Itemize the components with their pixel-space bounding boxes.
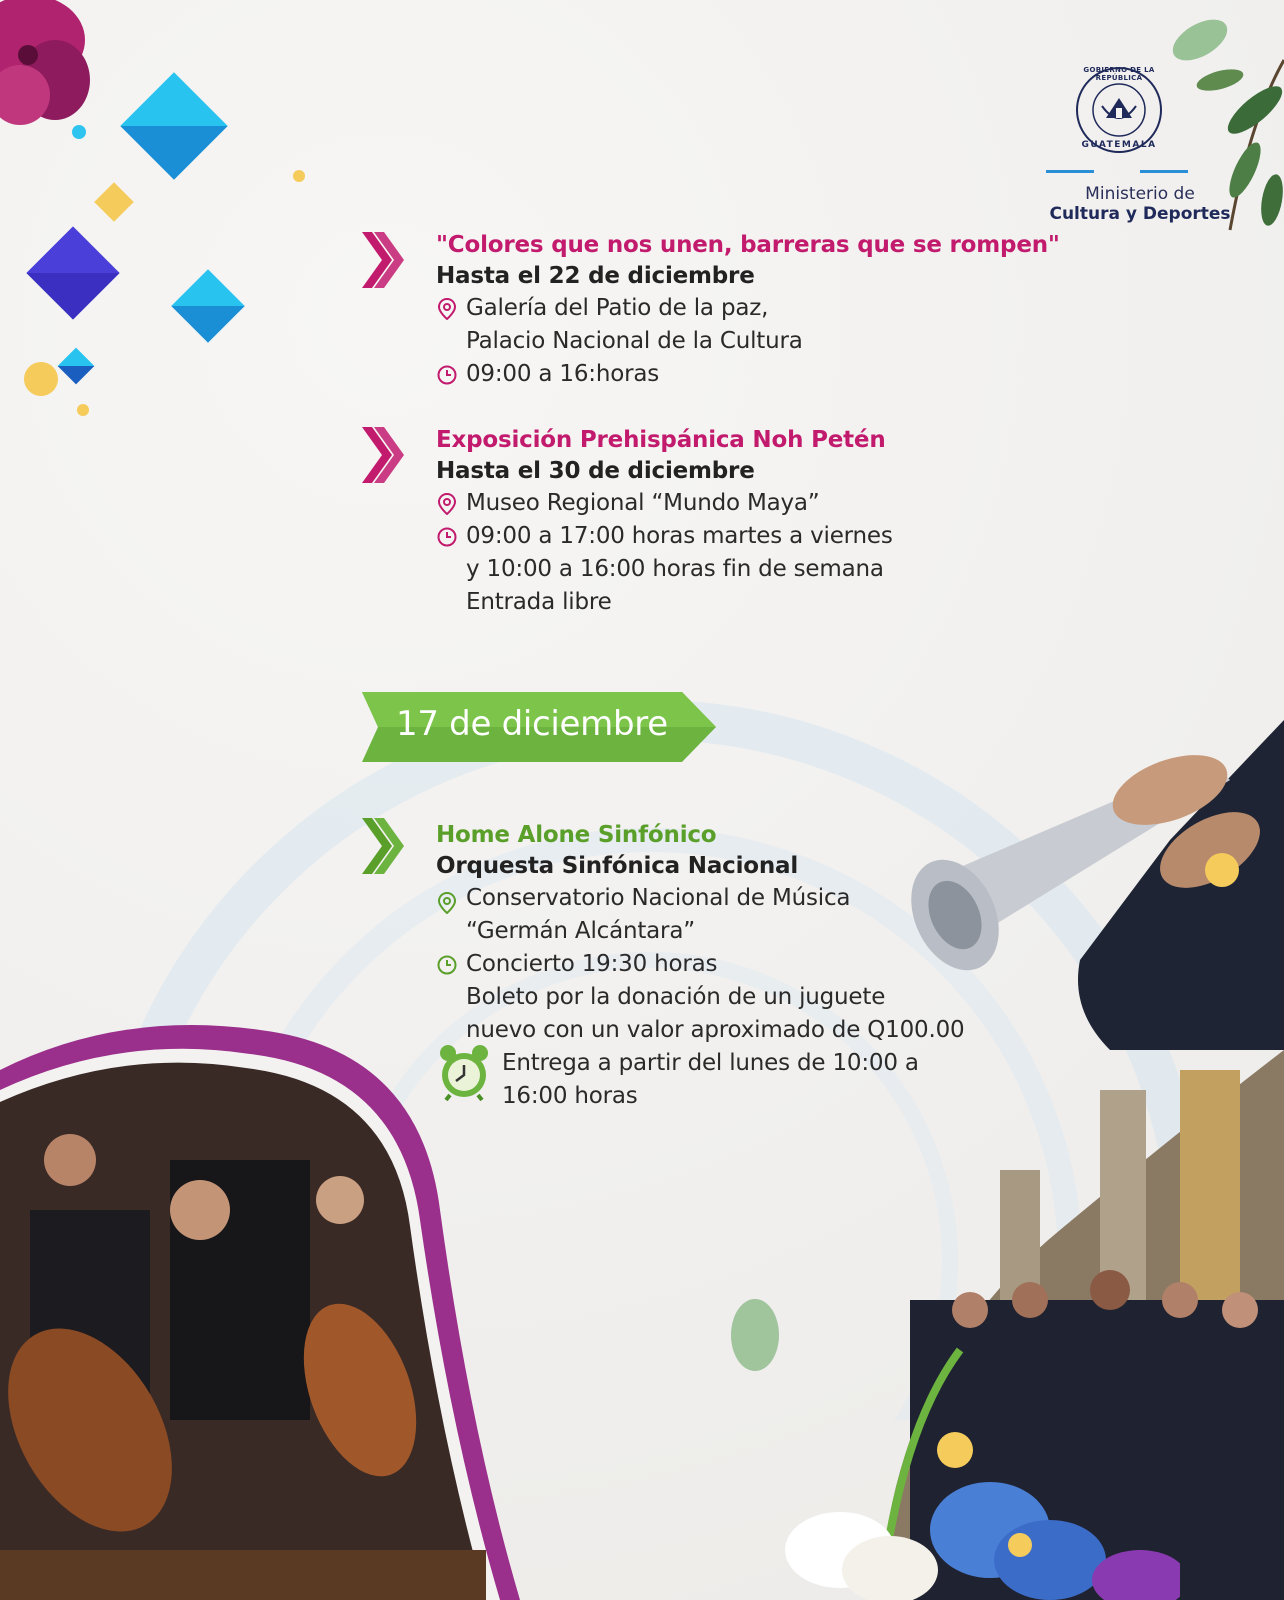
ministry-line2: Cultura y Deportes bbox=[1049, 204, 1231, 224]
ministry-line1: Ministerio de bbox=[1085, 184, 1195, 204]
double-chevron-icon bbox=[360, 425, 404, 485]
time-line: 09:00 a 17:00 horas martes a viernes bbox=[466, 523, 893, 549]
date-banner bbox=[362, 692, 716, 762]
event-title: Home Alone Sinfónico bbox=[436, 822, 717, 848]
event-location bbox=[436, 487, 1060, 520]
ministry-name bbox=[1030, 184, 1250, 224]
location-line: Galería del Patio de la paz, bbox=[466, 295, 769, 321]
logo-divider bbox=[1046, 170, 1094, 173]
blue-diamond-small-decoration bbox=[171, 269, 245, 343]
date-banner-text: 17 de diciembre bbox=[396, 704, 668, 744]
time-line: Boleto por la donación de un juguete bbox=[466, 984, 886, 1010]
event-title: Exposición Prehispánica Noh Petén bbox=[436, 427, 886, 453]
event-time bbox=[436, 520, 1060, 619]
location-pin-icon bbox=[436, 892, 458, 914]
yellow-circle-decoration bbox=[24, 362, 58, 396]
delivery-line: Entrega a partir del lunes de 10:00 a bbox=[502, 1050, 919, 1076]
event-title: "Colores que nos unen, barreras que se rompen" bbox=[436, 232, 1060, 258]
time-line: y 10:00 a 16:00 horas fin de semana bbox=[466, 556, 884, 582]
location-pin-icon bbox=[436, 298, 458, 320]
logo-divider bbox=[1140, 170, 1188, 173]
blue-diamond-tiny-decoration bbox=[58, 348, 95, 385]
yellow-diamond-decoration bbox=[94, 182, 134, 222]
location-line: Palacio Nacional de la Cultura bbox=[466, 328, 803, 354]
location-line: Museo Regional “Mundo Maya” bbox=[466, 490, 820, 516]
event-location bbox=[436, 292, 1060, 358]
flowers-decoration bbox=[780, 1440, 1180, 1600]
purple-diamond-decoration bbox=[26, 226, 119, 319]
seal-bottom-text: GUATEMALA bbox=[1081, 140, 1157, 150]
double-chevron-icon bbox=[360, 230, 404, 290]
location-pin-icon bbox=[436, 493, 458, 515]
time-line: 09:00 a 16:horas bbox=[466, 361, 659, 387]
blue-dot-decoration bbox=[72, 125, 86, 139]
event-noh-peten bbox=[360, 425, 1060, 619]
yellow-dot-decoration bbox=[293, 170, 305, 182]
event-time bbox=[436, 358, 1060, 391]
event-date: Hasta el 30 de diciembre bbox=[436, 458, 755, 484]
trumpet-player-photo bbox=[910, 720, 1284, 1050]
delivery-line: 16:00 horas bbox=[502, 1083, 638, 1109]
clock-icon bbox=[436, 526, 458, 548]
event-colores bbox=[360, 230, 1060, 391]
time-line: nuevo con un valor aproximado de Q100.00 bbox=[466, 1017, 965, 1043]
event-organizer: Orquesta Sinfónica Nacional bbox=[436, 853, 799, 879]
seal-top-text: GOBIERNO DE LA REPÚBLICA bbox=[1083, 66, 1155, 82]
time-line: Entrada libre bbox=[466, 589, 612, 615]
location-line: Conservatorio Nacional de Música bbox=[466, 885, 851, 911]
clock-icon bbox=[436, 364, 458, 386]
event-date: Hasta el 22 de diciembre bbox=[436, 263, 755, 289]
location-line: “Germán Alcántara” bbox=[466, 918, 695, 944]
yellow-dot-decoration bbox=[77, 404, 89, 416]
leaf-decoration bbox=[720, 1290, 790, 1380]
orchid-flower-decoration bbox=[0, 0, 110, 130]
time-line: Concierto 19:30 horas bbox=[466, 951, 718, 977]
clock-icon bbox=[436, 954, 458, 976]
blue-diamond-decoration bbox=[120, 72, 227, 179]
orchestra-photo bbox=[0, 1010, 560, 1600]
double-chevron-icon bbox=[360, 816, 404, 876]
